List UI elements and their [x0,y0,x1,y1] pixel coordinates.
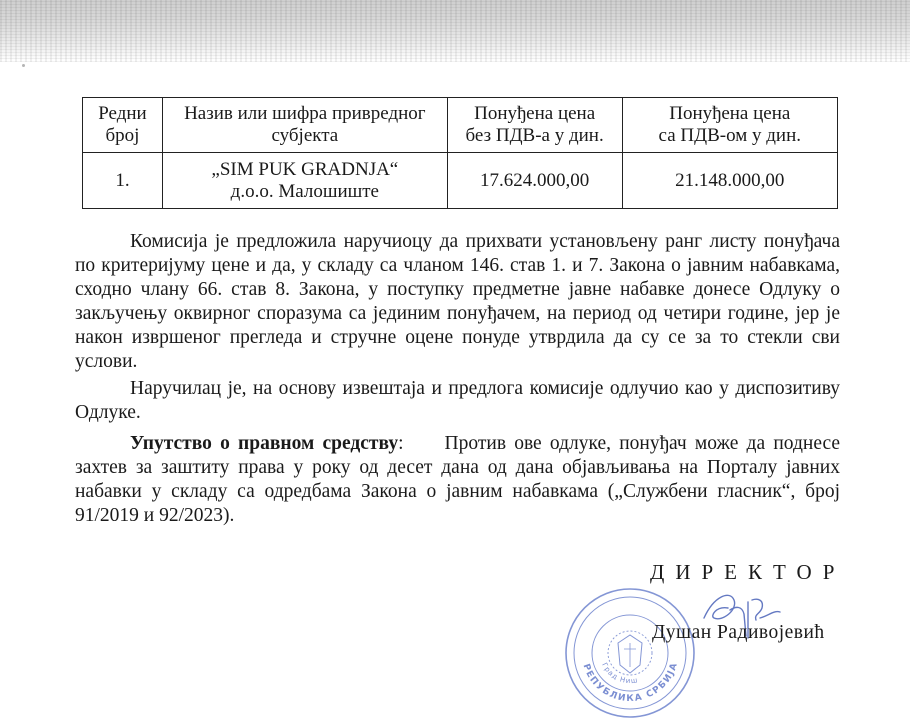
legal-remedy-text: Против ове одлуке, понуђач може да поднесе захтев за заштиту права у року од десет дана од дана објављивања на Порталу јавних набавки у складу са одредбама Закона о јавним набавкама („Службени гласник“, број 91/2019 и 92/2023). [75,433,841,526]
table-header-row [83,98,838,153]
paragraph-commission-proposal: Комисија је предложила наручиоцу да прихвати установљену ранг листу понуђача по критеријуму цене и да, у складу са чланом 146. став 1. и 7. Закона о јавним набавкама, сходно члану 66. став 8. Закона, у поступку предметне јавне набавке донесе Одлуку о закључењу оквирног споразума са јединим понуђачем, на период од четири године, јер је након извршеног прегледа и стручне оцене понуде утврдила да су се за то стекли сви услови. [75,231,840,372]
stamp-outer-text: РЕПУБЛИКА СРБИЈА [580,660,681,705]
cell-price-with-vat: 21.148.000,00 [622,153,837,209]
director-title: ДИРЕКТОР [650,560,846,584]
official-stamp [560,583,700,723]
cell-serial-number: 1. [83,153,163,209]
header-price-without-vat: Понуђена цена без ПДВ-а у дин. [447,98,622,153]
paragraph-legal-remedy [75,432,840,528]
scan-shadow-top [0,0,910,62]
cell-bidder-name: „SIM PUK GRADNJA“ д.о.о. Малошиште [162,153,447,209]
header-bidder-name: Назив или шифра привредног субјекта [162,98,447,153]
director-name: Душан Радивојевић [652,622,825,643]
cell-price-without-vat: 17.624.000,00 [447,153,622,209]
paragraph-decision: Наручилац је, на основу извештаја и предлога комисије одлучио као у диспозитиву Одлуке. [75,378,840,423]
header-serial-number: Редни број [83,98,163,153]
legal-remedy-label: Упутство о правном средству [130,433,399,454]
offers-table [82,97,838,209]
header-price-with-vat: Понуђена цена са ПДВ-ом у дин. [622,98,837,153]
scan-speck [22,64,25,67]
stamp-inner-text: Град Ниш [600,661,639,686]
legal-remedy-colon: : [398,433,404,454]
table-row [83,153,838,209]
